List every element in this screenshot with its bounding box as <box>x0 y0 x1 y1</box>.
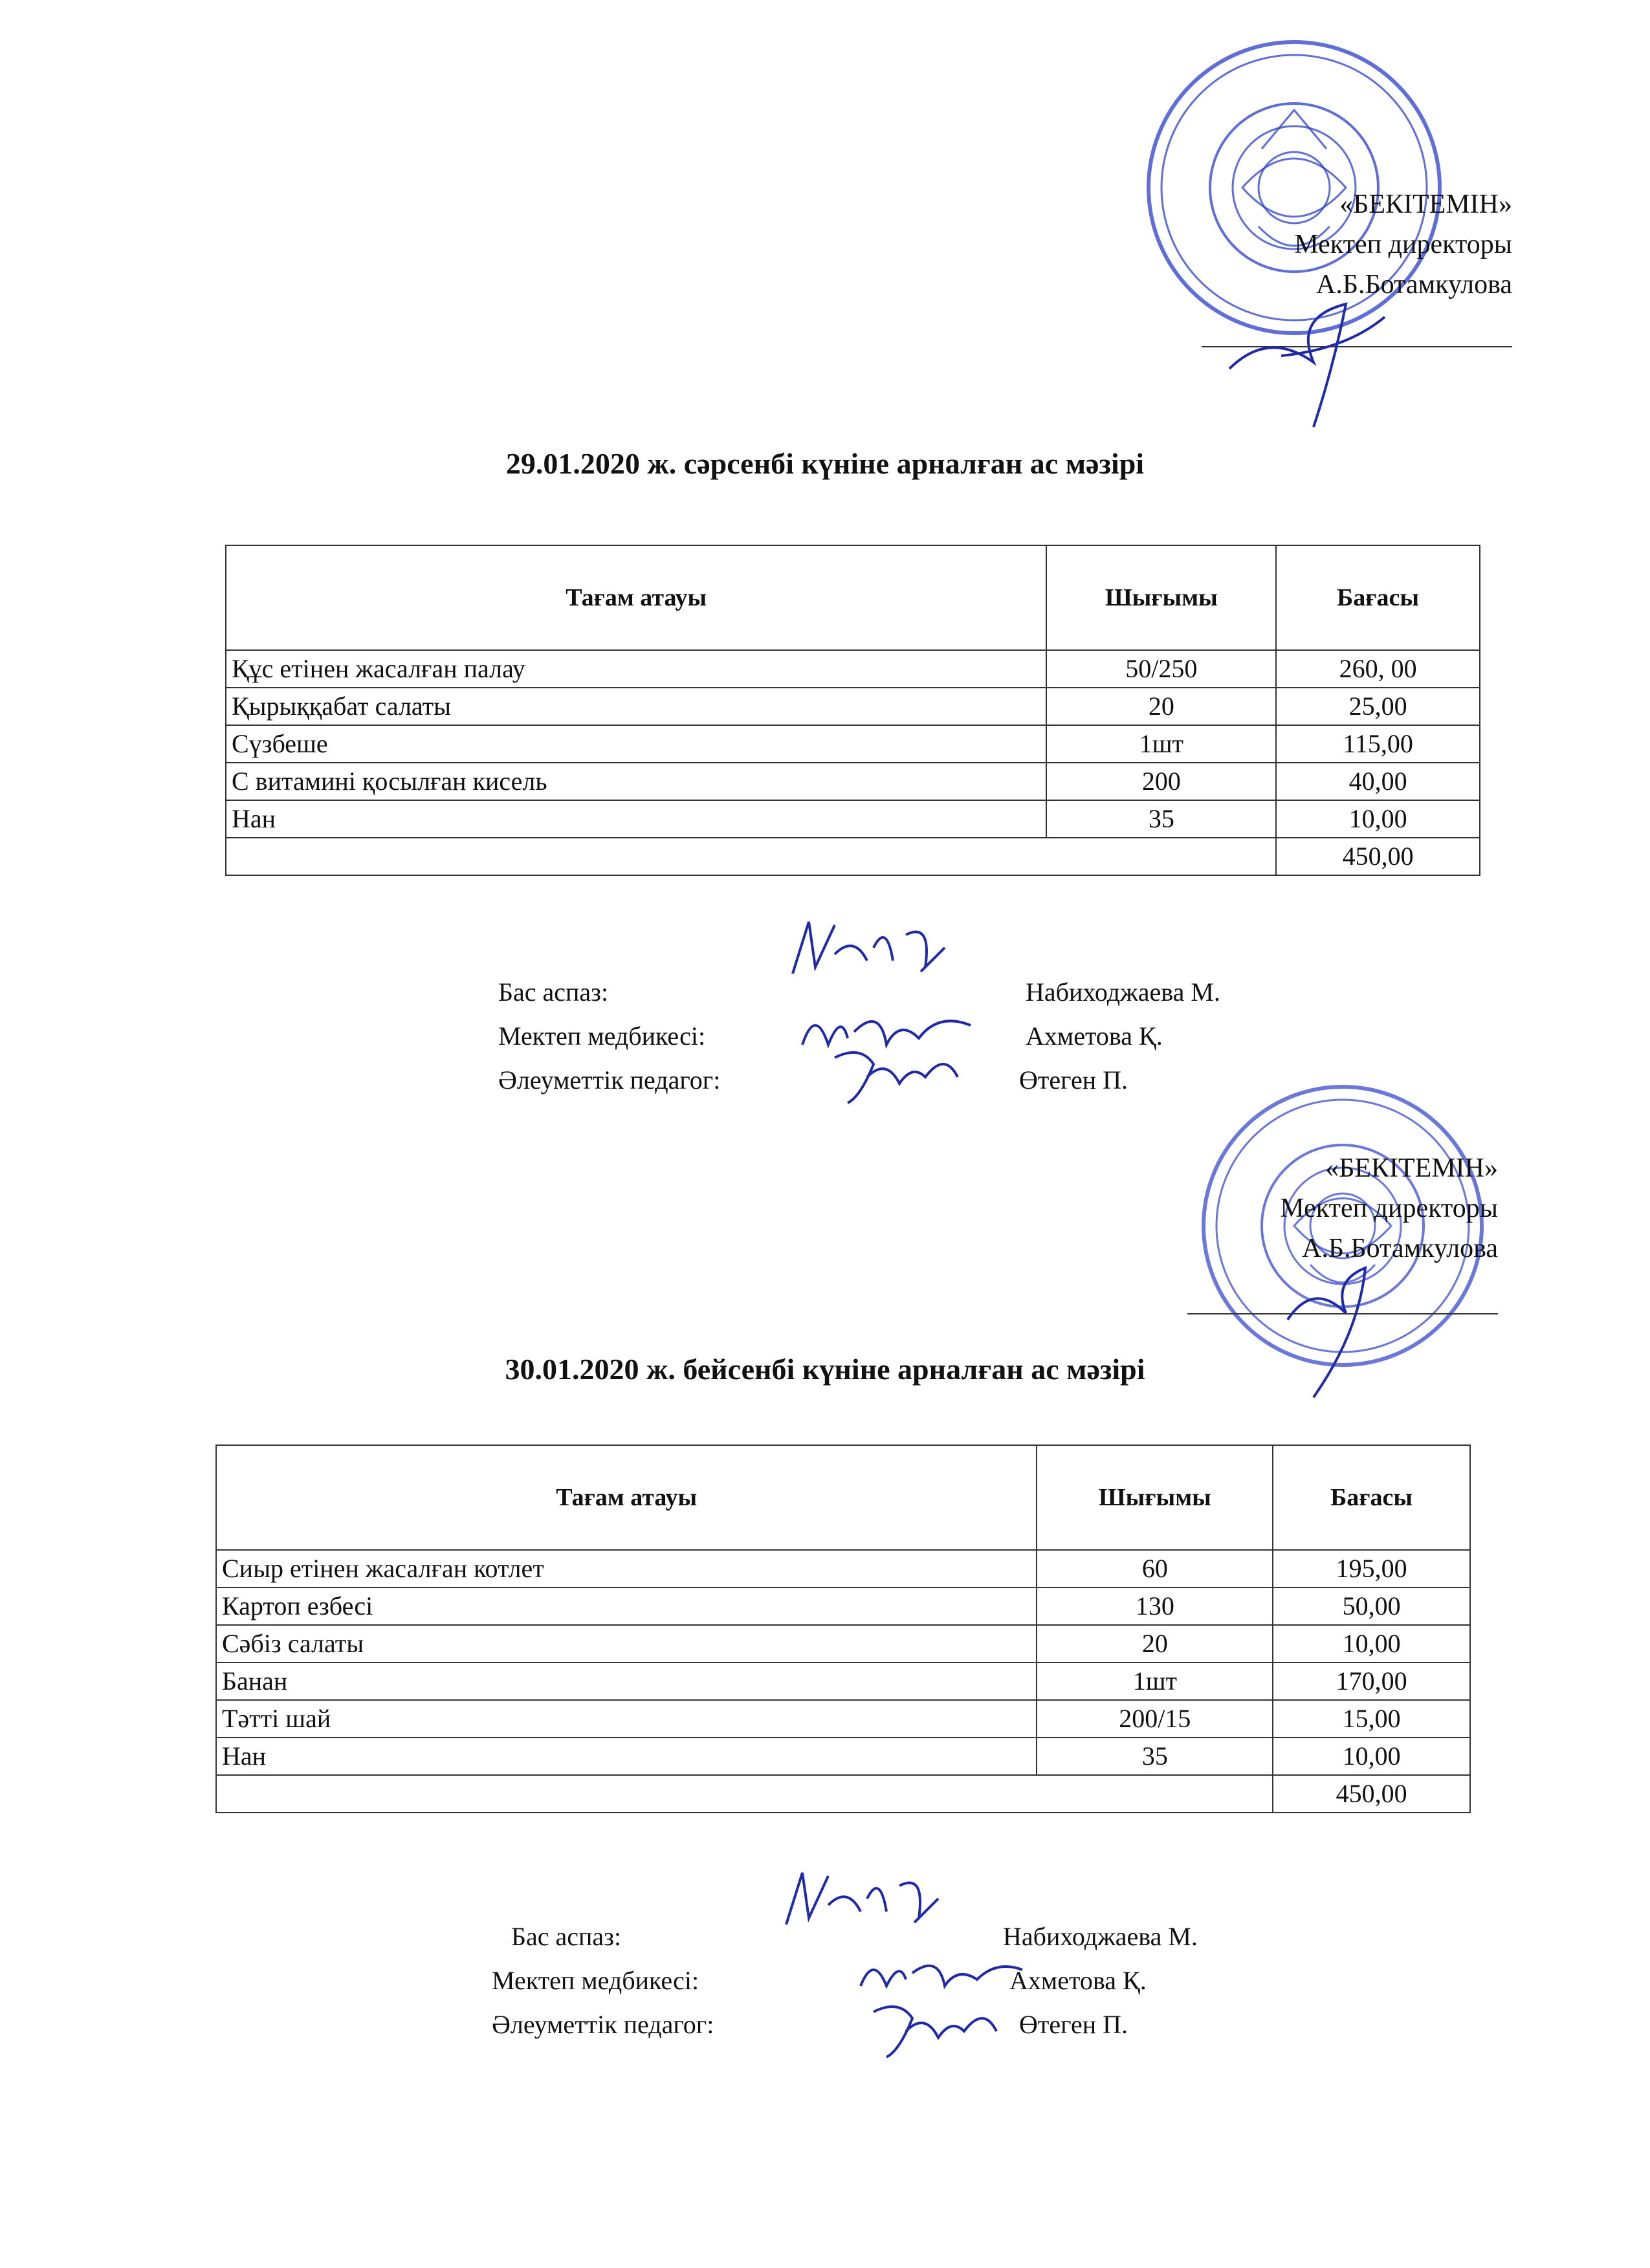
dish-name: Нан <box>216 1738 1037 1775</box>
dish-price: 15,00 <box>1273 1700 1470 1738</box>
header-dish-name: Тағам атауы <box>226 545 1046 650</box>
dish-name: Сиыр етінен жасалған котлет <box>216 1550 1037 1587</box>
menu-table <box>225 545 1480 876</box>
menu-table <box>215 1445 1471 1813</box>
signature-person: Набиходжаева М. <box>1026 977 1220 1007</box>
dish-name: Картоп езбесі <box>216 1587 1037 1625</box>
dish-price: 40,00 <box>1276 763 1480 800</box>
signature-person: Ахметова Қ. <box>1026 1021 1163 1051</box>
dish-yield: 35 <box>1046 800 1276 838</box>
dish-price: 10,00 <box>1273 1625 1470 1663</box>
dish-price: 260, 00 <box>1276 650 1480 688</box>
approval-position: Мектеп директоры <box>1280 1194 1498 1223</box>
signature-person: Набиходжаева М. <box>1003 1922 1198 1951</box>
table-row <box>226 763 1480 800</box>
approval-name: А.Б.Ботамкулова <box>1316 270 1512 300</box>
signature-role: Мектеп медбикесі: <box>498 1021 706 1051</box>
dish-name: Сәбіз салаты <box>216 1625 1037 1663</box>
table-total-row <box>226 838 1480 875</box>
dish-name: С витамині қосылған кисель <box>226 763 1046 800</box>
header-yield: Шығымы <box>1046 545 1276 650</box>
signature-person: Ахметова Қ. <box>1009 1966 1147 1995</box>
total-label-cell <box>216 1775 1273 1813</box>
table-row <box>216 1625 1470 1663</box>
signature-role: Бас аспаз: <box>498 977 609 1007</box>
signature-person: Өтеген П. <box>1019 2010 1128 2039</box>
dish-yield: 200 <box>1046 763 1276 800</box>
header-price: Бағасы <box>1273 1445 1470 1550</box>
dish-price: 195,00 <box>1273 1550 1470 1587</box>
table-header-row <box>226 545 1480 650</box>
total-price: 450,00 <box>1276 838 1480 875</box>
header-yield: Шығымы <box>1037 1445 1273 1550</box>
dish-yield: 20 <box>1046 688 1276 725</box>
pedagogue-signature <box>822 1038 971 1116</box>
dish-yield: 1шт <box>1037 1663 1273 1700</box>
dish-price: 25,00 <box>1276 688 1480 725</box>
header-price: Бағасы <box>1276 545 1480 650</box>
dish-price: 10,00 <box>1276 800 1480 838</box>
approval-position: Мектеп директоры <box>1294 230 1512 259</box>
dish-price: 115,00 <box>1276 725 1480 763</box>
table-row <box>226 688 1480 725</box>
table-row <box>226 650 1480 688</box>
pedagogue-signature <box>861 1992 1003 2064</box>
table-row <box>216 1587 1470 1625</box>
table-row <box>226 800 1480 838</box>
approval-heading: «БЕКІТЕМІН» <box>1339 190 1512 219</box>
table-header-row <box>216 1445 1470 1550</box>
menu-title: 29.01.2020 ж. сәрсенбі күніне арналған ас мәзірі <box>505 447 1145 480</box>
total-label-cell <box>226 838 1276 875</box>
dish-yield: 60 <box>1037 1550 1273 1587</box>
dish-yield: 200/15 <box>1037 1700 1273 1738</box>
signature-role: Әлеуметтік педагог: <box>492 2010 714 2039</box>
chef-signature <box>776 1860 958 1937</box>
table-row <box>216 1700 1470 1738</box>
approval-heading: «БЕКІТЕМІН» <box>1325 1153 1498 1183</box>
approval-name: А.Б.Ботамкулова <box>1302 1234 1498 1263</box>
dish-name: Нан <box>226 800 1046 838</box>
chef-signature <box>783 909 964 987</box>
director-signature <box>1216 278 1411 433</box>
dish-name: Құс етінен жасалған палау <box>226 650 1046 688</box>
dish-name: Банан <box>216 1663 1037 1700</box>
dish-price: 10,00 <box>1273 1738 1470 1775</box>
dish-name: Сүзбеше <box>226 725 1046 763</box>
dish-yield: 50/250 <box>1046 650 1276 688</box>
table-row <box>216 1663 1470 1700</box>
signature-role: Мектеп медбикесі: <box>492 1966 699 1995</box>
menu-title: 30.01.2020 ж. бейсенбі күніне арналған ас мәзірі <box>505 1353 1145 1386</box>
table-row <box>216 1738 1470 1775</box>
dish-yield: 1шт <box>1046 725 1276 763</box>
table-total-row <box>216 1775 1470 1813</box>
dish-price: 50,00 <box>1273 1587 1470 1625</box>
signature-person: Өтеген П. <box>1019 1065 1128 1095</box>
dish-name: Қырыққабат салаты <box>226 688 1046 725</box>
dish-name: Тәтті шай <box>216 1700 1037 1738</box>
dish-price: 170,00 <box>1273 1663 1470 1700</box>
signature-role: Бас аспаз: <box>511 1922 622 1951</box>
dish-yield: 35 <box>1037 1738 1273 1775</box>
signature-role: Әлеуметтік педагог: <box>498 1065 721 1095</box>
approval-block <box>1045 1148 1498 1269</box>
dish-yield: 130 <box>1037 1587 1273 1625</box>
header-dish-name: Тағам атауы <box>216 1445 1037 1550</box>
total-price: 450,00 <box>1273 1775 1470 1813</box>
table-row <box>226 725 1480 763</box>
table-row <box>216 1550 1470 1587</box>
dish-yield: 20 <box>1037 1625 1273 1663</box>
